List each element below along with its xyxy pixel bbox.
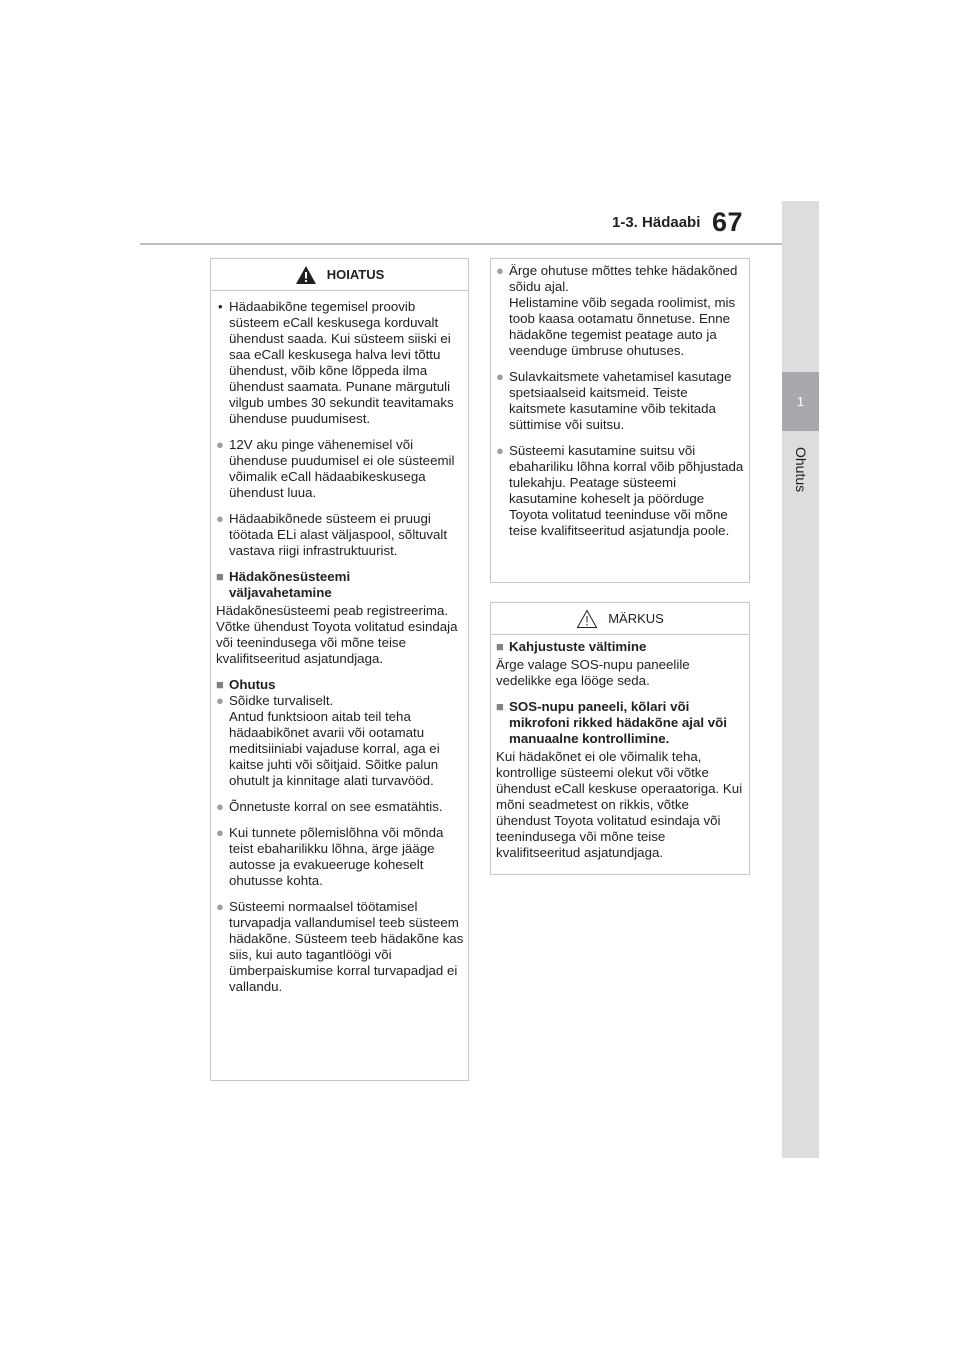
page-number: 67 [712,207,744,237]
square-bullet-icon: ■ [216,569,224,584]
list-item [216,825,464,889]
circle-bullet-icon: ● [496,369,504,384]
list-item [496,263,745,359]
paragraph: Hädakõnesüsteemi peab registreerima. Võtke ühendust Toyota volitatud esindaja või teenindusega või mõne teise kvalifitseeritud asjatundjaga. [216,603,458,666]
warning-box [210,258,469,1081]
subsection-heading [496,639,745,655]
list-item-text: Hädaabikõnede süsteem ei pruugi töötada ELi alast väljaspool, sõltuvalt vastava riigi infrastruktuurist. [229,511,448,558]
note-box-header [491,603,749,635]
subsection-heading [216,569,464,601]
list-item-text: Süsteemi kasutamine suitsu või ebahariliku lõhna korral võib põhjustada tulekahju. Peatage süsteemi kasutamine koheselt ja pöörduge Toyota volitatud teeninduse või mõne teise kvalifitseeritud asjatundja poole. [509,443,744,538]
warning-box-body [211,299,468,995]
paragraph: Kui hädakõnet ei ole võimalik teha, kontrollige süsteemi olekut või võtke ühendust eCall keskuse operaatoriga. Kui mõni seadmetest on rikkis, võtke ühendust Toyota volitatud esindaja või teenindusega või mõne teise kvalifitseeritud asjatundjaga. [496,749,743,860]
list-item [216,899,464,995]
subsection-heading-text: Hädakõnesüsteemi väljavahetamine [229,569,351,600]
list-item [496,369,745,433]
warning-continuation-box [490,258,750,583]
note-box [490,602,750,875]
list-item-text: Õnnetuste korral on see esmatähtis. [229,799,443,814]
subsection-heading-text: SOS-nupu paneeli, kõlari või mikrofoni rikked hädakõne ajal või manuaalne kontrollimine. [509,699,727,746]
dot-bullet-icon: • [218,299,223,314]
circle-bullet-icon: ● [216,899,224,914]
square-bullet-icon: ■ [496,639,504,654]
list-item-text: Sulavkaitsmete vahetamisel kasutage spetsiaalseid kaitsmeid. Teiste kaitsmete kasutamine võib tekitada süttimise või suitsu. [509,369,732,432]
subsection-heading [496,699,745,747]
list-item [216,299,464,427]
list-item-text: Süsteemi normaalsel töötamisel turvapadja vallandumisel teeb süsteem hädakõne. Süsteem teeb hädakõne kas siis, kui auto tagantlöögi või ümberpaiskumise korral turvapadjad ei vallandu. [229,899,464,994]
circle-bullet-icon: ● [496,443,504,458]
note-box-title: MÄRKUS [608,611,664,626]
circle-bullet-icon: ● [496,263,504,278]
paragraph: Ärge valage SOS-nupu paneelile vedelikke ega lööge seda. [496,657,690,688]
side-tab [782,201,819,1158]
list-item-text: 12V aku pinge vähenemisel või ühenduse puudumisel ei ole süsteemil võimalik eCall hädaabikeskusega ühendust luua. [229,437,455,500]
list-item-text: Ärge ohutuse mõttes tehke hädakõned sõidu ajal. Helistamine võib segada roolimist, mis toob kaasa ootamatu õnnetuse. Enne hädakõne tegemist peatage auto ja veenduge ümbruse ohutuses. [509,263,738,358]
list-item [496,443,745,539]
subsection-heading [216,677,464,693]
warning-triangle-icon [295,265,317,285]
chapter-label: Ohutus [793,447,809,493]
circle-bullet-icon: ● [216,437,224,452]
section-title: 1-3. Hädaabi [612,214,701,231]
list-item-text: Sõidke turvaliselt. Antud funktsioon aitab teil teha hädaabikõnet avarii või ootamatu meditsiiniabi vajaduse korral, aga ei kaitse juhti või sõitjaid. Sõitke palun ohutult ja kinnitage alati turvavööd. [229,693,440,788]
note-box-body [491,639,749,861]
square-bullet-icon: ■ [216,677,224,692]
subsection-heading-text: Ohutus [229,677,276,692]
list-item-text: Kui tunnete põlemislõhna või mõnda teist ebaharilikku lõhna, ärge jääge autosse ja evakueeruge koheselt ohutusse kohta. [229,825,444,888]
subsection-heading-text: Kahjustuste vältimine [509,639,647,654]
list-item [216,693,464,789]
chapter-badge: 1 [782,372,819,431]
list-item [216,437,464,501]
square-bullet-icon: ■ [496,699,504,714]
circle-bullet-icon: ● [216,511,224,526]
list-item-text: Hädaabikõne tegemisel proovib süsteem eCall keskusega korduvalt ühendust saada. Kui süsteem siiski ei saa eCall keskusega halva levi tõttu ühendust, võib kõne lõppeda ilma ühendust saamata. Punane märgutuli vilgub umbes 30 sekundit teavitamaks ühenduse puudumisest. [229,299,454,426]
header-rule [140,243,782,245]
list-item [216,799,464,815]
circle-bullet-icon: ● [216,693,224,708]
warning-box-header [211,259,468,291]
caution-outline-triangle-icon [576,609,598,629]
warning-box-title: HOIATUS [326,267,385,282]
circle-bullet-icon: ● [216,825,224,840]
warning-continuation-body [491,259,749,539]
circle-bullet-icon: ● [216,799,224,814]
list-item [216,511,464,559]
